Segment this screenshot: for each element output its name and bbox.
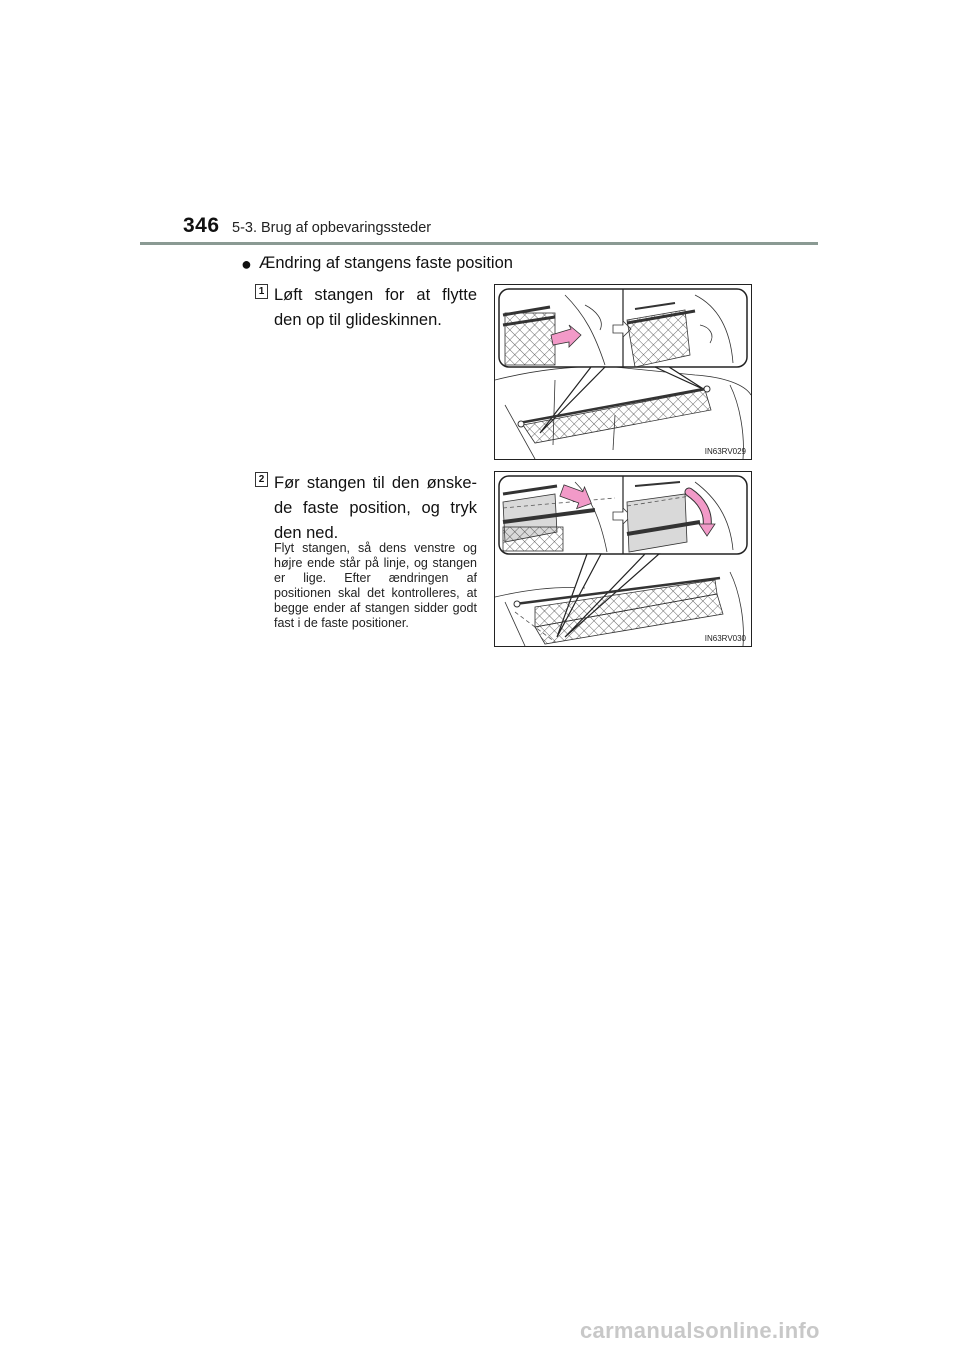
figure-1	[494, 284, 752, 460]
figure-1-illustration	[495, 285, 751, 459]
step-2-text: Før stangen til den ønske-de faste position, og tryk den ned.	[274, 474, 477, 542]
figure-2-illustration	[495, 472, 751, 646]
page-number: 346	[183, 214, 220, 237]
header-rule	[140, 242, 818, 245]
section-title: 5-3. Brug af opbevaringssteder	[232, 220, 432, 236]
step-1-text: Løft stangen for at flytte den op til glideskinnen.	[274, 286, 477, 329]
subheading-text: Ændring af stangens faste position	[258, 254, 513, 272]
figure-2	[494, 471, 752, 647]
bullet-icon: ●	[241, 253, 252, 274]
figure-2-code: IN63RV030	[704, 634, 746, 643]
step-2-note: Flyt stangen, så dens venstre og højre ende står på linje, og stangen er lige. Efter ændringen af positionen skal det kontrolleres, at begge ender af stangen sidder godt fast i de faste positioner.	[274, 541, 477, 630]
watermark[interactable]: carmanualsonline.info	[580, 1318, 820, 1343]
subheading	[241, 254, 513, 273]
step-2-badge: 2	[255, 472, 268, 487]
step-1-badge: 1	[255, 284, 268, 299]
figure-1-code: IN63RV029	[704, 447, 746, 456]
